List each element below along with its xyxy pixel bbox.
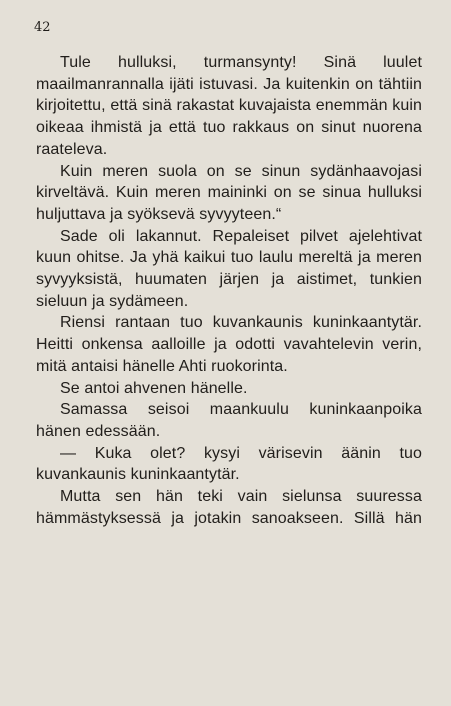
paragraph: Kuin meren suola on se sinun sydänhaavojasi kirveltävä. Kuin meren maininki on se sinua hulluksi huljuttava ja syöksevä syvyyteen.“: [36, 162, 422, 223]
paragraph: Samassa seisoi maankuulu kuninkaanpoika hänen edessään.: [36, 401, 422, 440]
paragraph: Sade oli lakannut. Repaleiset pilvet ajelehtivat kuun ohitse. Ja yhä kaikui tuo laulu mereltä ja meren syvyyksistä, huumaten järjen ja aistimet, tunkien sieluun ja sydämeen.: [36, 227, 422, 310]
paragraph: Mutta sen hän teki vain sielunsa suuressa hämmästyksessä ja jotakin sanoakseen. Sillä hän: [36, 488, 422, 527]
paragraph: — Kuka olet? kysyi värisevin äänin tuo kuvankaunis kuninkaantytär.: [36, 444, 422, 484]
page-number: 42: [34, 20, 51, 35]
paragraph: Tule hulluksi, turmansynty! Sinä luulet maailmanrannalla ijäti istuvasi. Ja kuitenkin on tähtiin kirjoitettu, että sinä rakastat kuvajaista enemmän kuin oikeaa ihmistä ja että tuo rakkaus on sinut nuorena raateleva.: [36, 54, 422, 158]
paragraph: Se antoi ahvenen hänelle.: [60, 379, 248, 397]
body-text: [36, 52, 422, 529]
paragraph: Riensi rantaan tuo kuvankaunis kuninkaantytär. Heitti onkensa aalloille ja odotti vavahtelevin verin, mitä antaisi hänelle Ahti ruokorinta.: [36, 314, 422, 375]
